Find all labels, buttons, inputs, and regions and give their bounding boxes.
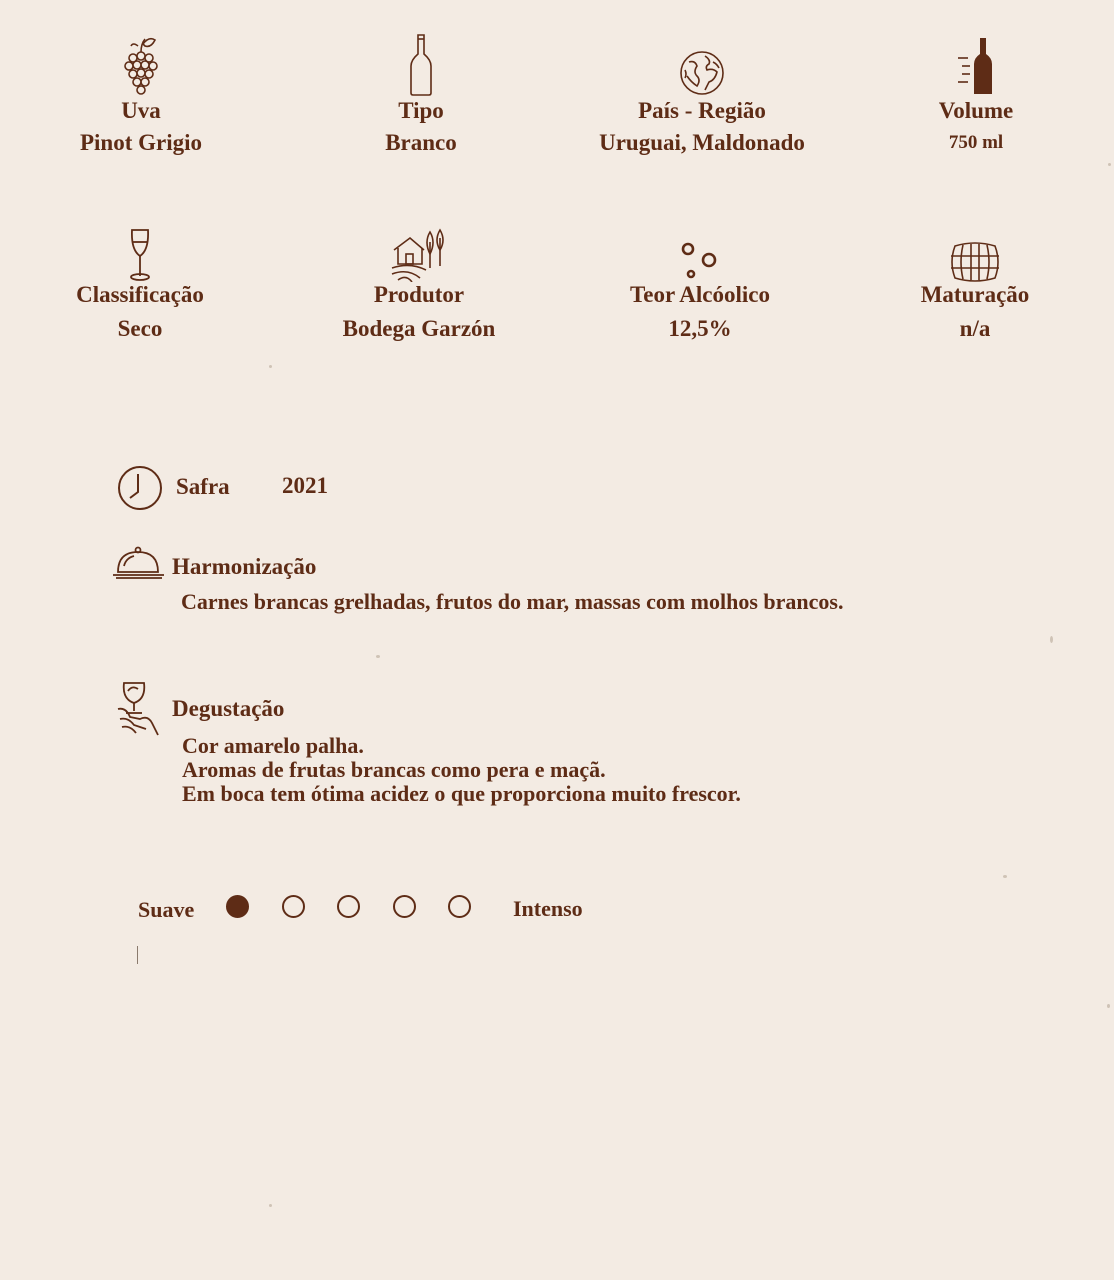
- attribute-value: Branco: [385, 130, 457, 155]
- attribute-volume: [856, 34, 1096, 156]
- degustacao-line: Cor amarelo palha.: [182, 733, 364, 758]
- bubbles-icon: [580, 220, 820, 282]
- barrel-icon: [855, 220, 1095, 282]
- globe-icon: [582, 34, 822, 96]
- harmonizacao-text: Carnes brancas grelhadas, frutos do mar, massas com molhos brancos.: [181, 589, 844, 614]
- safra-label: Safra: [176, 474, 230, 499]
- attribute-classification: [20, 220, 260, 342]
- attribute-value: n/a: [959, 316, 991, 341]
- attribute-label: País - Região: [638, 98, 766, 123]
- safra-value: 2021: [282, 473, 328, 498]
- grape-icon: [21, 34, 261, 96]
- attribute-label: Uva: [121, 98, 161, 123]
- paper-speck: [269, 365, 272, 368]
- intensity-dot: [226, 895, 249, 918]
- attribute-value: Pinot Grigio: [79, 130, 203, 155]
- intensity-dot: [337, 895, 360, 918]
- degustacao-line: Aromas de frutas brancas como pera e maçã.: [182, 757, 606, 782]
- degustacao-title: Degustação: [172, 696, 285, 721]
- cloche-icon: [112, 546, 166, 585]
- attribute-maturation: [855, 220, 1095, 342]
- wine-glass-icon: [20, 220, 260, 282]
- intensity-dot: [448, 895, 471, 918]
- paper-speck: [1108, 163, 1111, 166]
- intensity-dot: [393, 895, 416, 918]
- clock-icon: [117, 465, 163, 516]
- text-cursor: [137, 946, 138, 964]
- attribute-grape: [21, 34, 261, 156]
- attribute-label: Tipo: [398, 98, 444, 123]
- attribute-type: [301, 34, 541, 156]
- paper-speck: [376, 655, 380, 658]
- scale-max-label: Intenso: [513, 896, 583, 921]
- attribute-alcohol: [580, 220, 820, 342]
- attribute-value: Bodega Garzón: [342, 316, 496, 341]
- attribute-value: 750 ml: [948, 132, 1004, 153]
- attribute-label: Teor Alcóolico: [630, 282, 770, 307]
- attribute-label: Volume: [938, 98, 1014, 123]
- attribute-label: Produtor: [373, 282, 465, 307]
- attribute-producer: [299, 220, 539, 342]
- attribute-value: Uruguai, Maldonado: [599, 130, 805, 155]
- wine-bottle-icon: [856, 34, 1096, 96]
- paper-speck: [1107, 1004, 1110, 1008]
- attribute-value: 12,5%: [668, 316, 732, 341]
- scale-min-label: Suave: [138, 897, 195, 922]
- winery-icon: [299, 220, 539, 282]
- intensity-dot: [282, 895, 305, 918]
- bottle-outline-icon: [301, 34, 541, 96]
- harmonizacao-title: Harmonização: [172, 554, 317, 579]
- attribute-value: Seco: [117, 316, 163, 341]
- attribute-label: Maturação: [920, 282, 1030, 307]
- paper-speck: [1003, 875, 1007, 878]
- attribute-region: [582, 34, 822, 156]
- paper-speck: [269, 1204, 272, 1207]
- degustacao-line: Em boca tem ótima acidez o que proporciona muito frescor.: [182, 781, 741, 806]
- tasting-hand-icon: [116, 679, 160, 744]
- paper-speck: [1050, 636, 1053, 643]
- attribute-label: Classificação: [76, 282, 204, 307]
